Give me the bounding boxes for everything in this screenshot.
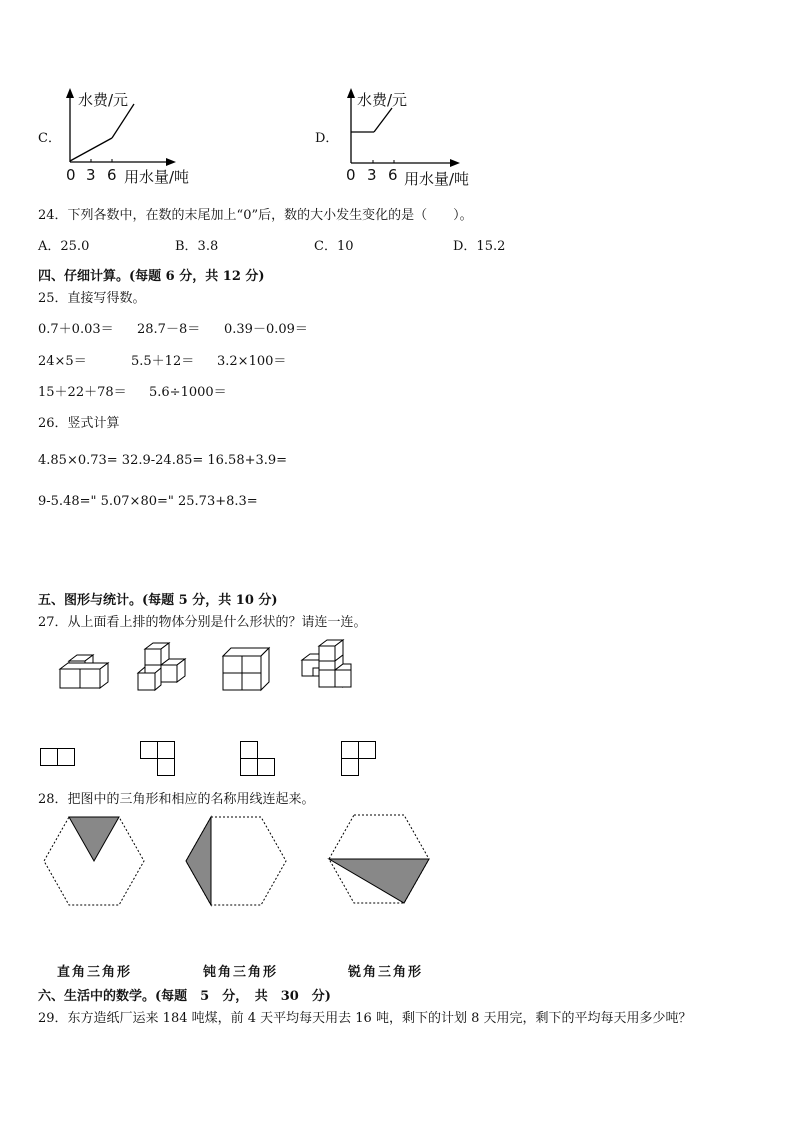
section-5-heading: 五、图形与统计。(每题 5 分，共 10 分) [38, 593, 278, 608]
q25-item: 0.39－0.09＝ [224, 322, 308, 337]
triangle-label-acute: 锐角三角形 [348, 965, 424, 980]
section-4-heading: 四、仔细计算。(每题 6 分，共 12 分) [38, 269, 265, 284]
q24-option-d: D．15.2 [453, 239, 506, 254]
top-view-2 [140, 741, 180, 781]
q24-option-c: C．10 [314, 239, 354, 254]
q25-item: 5.5＋12＝ [131, 354, 195, 369]
option-d-ylabel: 水费/元 [357, 91, 408, 109]
section-6-heading: 六、生活中的数学。(每题 5 分， 共 30 分) [38, 989, 331, 1004]
block-object-1 [55, 655, 115, 705]
q28-stem: 28．把图中的三角形和相应的名称用线连起来。 [38, 792, 315, 807]
triangle-label-obtuse: 钝角三角形 [203, 965, 279, 980]
q25-item: 5.6÷1000＝ [149, 385, 227, 400]
top-view-4 [341, 741, 381, 781]
block-object-3 [219, 647, 279, 697]
q26-line-2: 9-5.48=" 5.07×80=" 25.73+8.3= [38, 494, 258, 509]
hexagon-1 [40, 814, 150, 914]
q25-stem: 25．直接写得数。 [38, 291, 146, 306]
option-c-tick-6: 6 [107, 166, 117, 184]
q24-stem: 24．下列各数中，在数的末尾加上“0”后，数的大小发生变化的是（ ）。 [38, 208, 473, 223]
hexagon-3 [325, 812, 435, 912]
q29-stem: 29．东方造纸厂运来 184 吨煤，前 4 天平均每天用去 16 吨，剩下的计划 8 天用完，剩下的平均每天用多少吨？ [38, 1011, 692, 1026]
q24-option-b: B．3.8 [175, 239, 219, 254]
option-d-tick-3: 3 [367, 166, 377, 184]
option-c-tick-3: 3 [86, 166, 96, 184]
option-c-ylabel: 水费/元 [78, 91, 129, 109]
option-d-tick-0: 0 [346, 166, 356, 184]
q25-item: 3.2×100＝ [217, 354, 287, 369]
option-c-xlabel: 用水量/吨 [124, 168, 190, 186]
q25-item: 28.7－8＝ [137, 322, 201, 337]
q24-option-a: A．25.0 [38, 239, 90, 254]
option-d-tick-6: 6 [388, 166, 398, 184]
q25-item: 15＋22＋78＝ [38, 385, 127, 400]
option-c-letter: C． [38, 131, 61, 146]
top-view-3 [240, 741, 280, 781]
q27-stem: 27．从上面看上排的物体分别是什么形状的？请连一连。 [38, 615, 367, 630]
q26-line-1: 4.85×0.73= 32.9-24.85= 16.58+3.9= [38, 453, 288, 468]
q25-item: 24×5＝ [38, 354, 87, 369]
top-view-1 [40, 748, 80, 772]
block-object-4 [299, 640, 359, 690]
block-object-2 [135, 643, 195, 693]
option-c-tick-0: 0 [66, 166, 76, 184]
triangle-label-right: 直角三角形 [57, 965, 133, 980]
q25-item: 0.7＋0.03＝ [38, 322, 114, 337]
q26-stem: 26．竖式计算 [38, 416, 120, 431]
option-d-xlabel: 用水量/吨 [404, 170, 470, 188]
hexagon-2 [182, 814, 292, 914]
option-d-letter: D． [315, 131, 339, 146]
